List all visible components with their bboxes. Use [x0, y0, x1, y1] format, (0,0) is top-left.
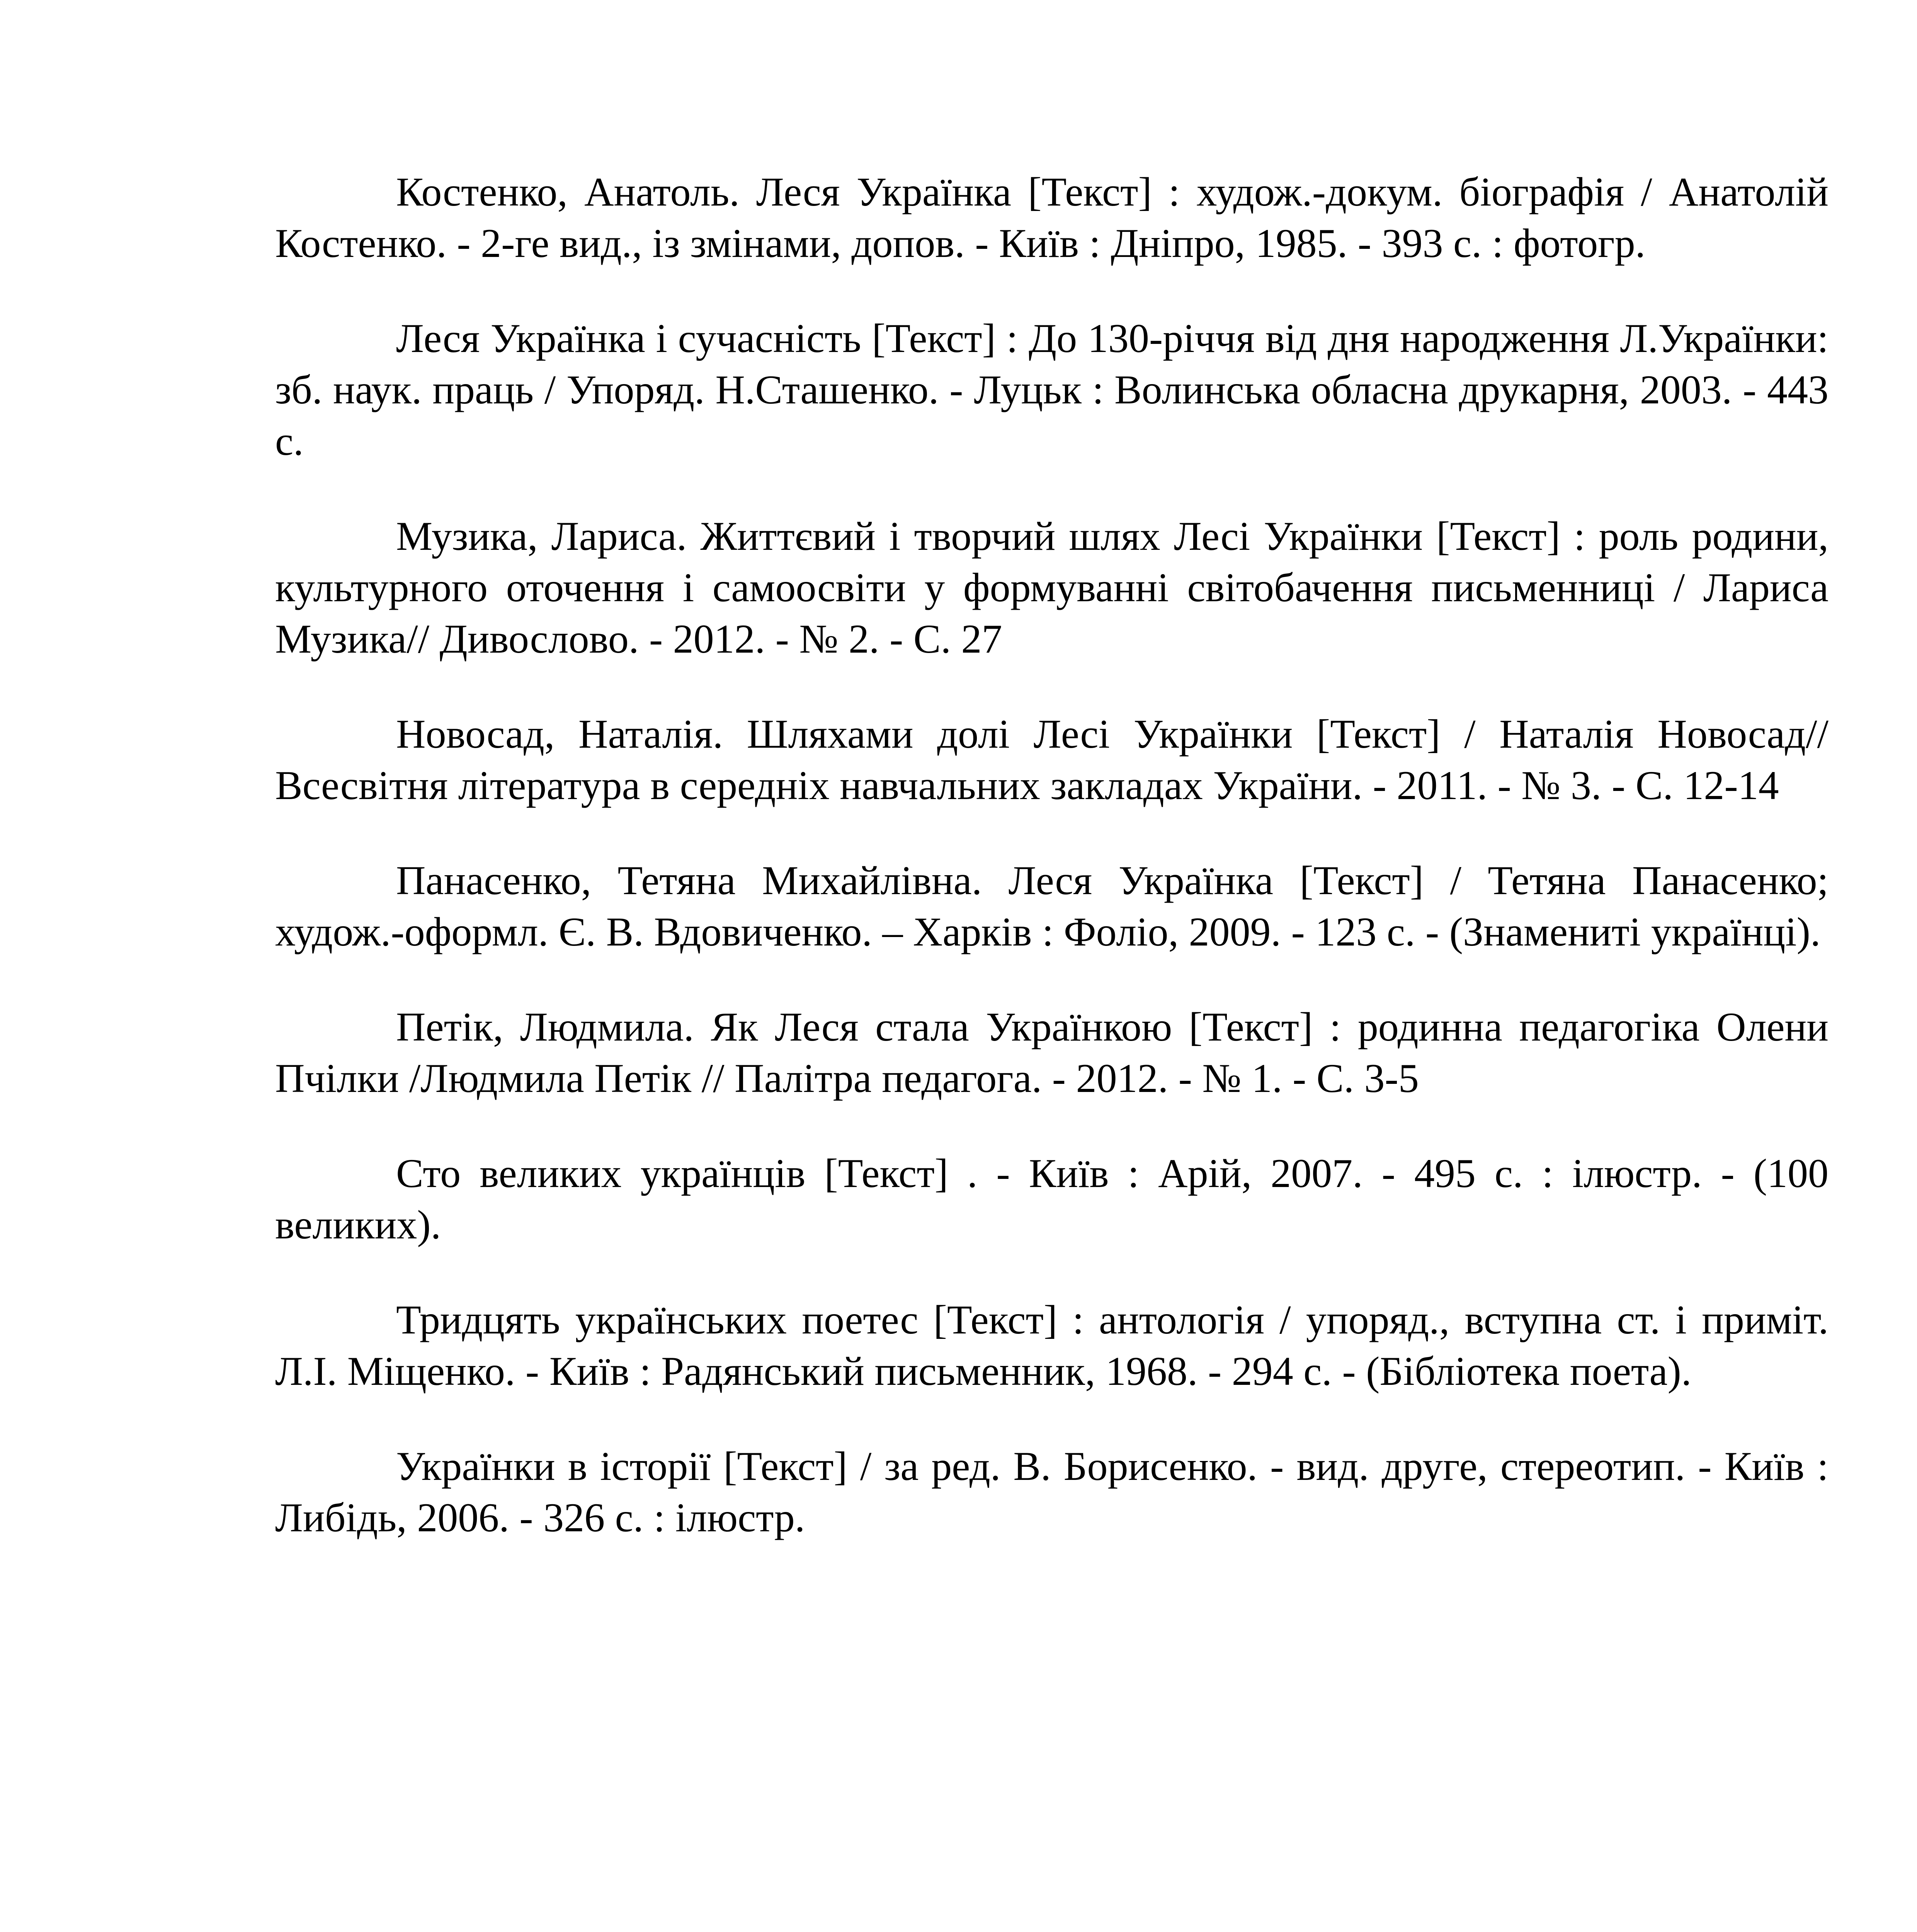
bibliography-entry-ukrainky-v-istorii: Українки в історії [Текст] / за ред. В. Борисенко. - вид. друге, стереотип. - Київ : Либідь, 2006. - 326 с. : ілюстр.	[275, 1444, 1829, 1540]
bibliography-entry-panasenko: Панасенко, Тетяна Михайлівна. Леся Українка [Текст] / Тетяна Панасенко; худож.-оформл. Є. В. Вдовиченко. – Харків : Фоліо, 2009. - 123 с. - (Знамениті українці).	[275, 858, 1829, 954]
bibliography-entry-trydtsiat-poetes: Тридцять українських поетес [Текст] : антологія / упоряд., вступна ст. і приміт. Л.І. Міщенко. - Київ : Радянський письменник, 1968. - 294 с. - (Бібліотека поета).	[275, 1297, 1829, 1394]
bibliography-list	[275, 166, 1829, 1587]
bibliography-entry-petik: Петік, Людмила. Як Леся стала Українкою [Текст] : родинна педагогіка Олени Пчілки /Людмила Петік // Палітра педагога. - 2012. - № 1. - С. 3-5	[275, 1004, 1829, 1101]
bibliography-entry-kostenko: Костенко, Анатоль. Леся Українка [Текст] : худож.-докум. біографія / Анатолій Костенко. - 2-ге вид., із змінами, допов. - Київ : Дніпро, 1985. - 393 с. : фотогр.	[275, 169, 1829, 266]
bibliography-entry-lesya-suchasnist: Леся Українка і сучасність [Текст] : До 130-річчя від дня народження Л.Українки: зб. наук. праць / Упоряд. Н.Сташенко. - Луцьк : Волинська обласна друкарня, 2003. - 443 с.	[275, 316, 1829, 464]
bibliography-entry-muzyka: Музика, Лариса. Життєвий і творчий шлях Лесі Українки [Текст] : роль родини, культурного оточення і самоосвіти у формуванні світобачення письменниці / Лариса Музика// Дивослово. - 2012. - № 2. - С. 27	[275, 514, 1829, 662]
bibliography-entry-novosad: Новосад, Наталія. Шляхами долі Лесі Українки [Текст] / Наталія Новосад// Всесвітня література в середніх навчальних закладах України. - 2011. - № 3. - С. 12-14	[275, 711, 1829, 808]
bibliography-entry-sto-velykykh: Сто великих українців [Текст] . - Київ : Арій, 2007. - 495 с. : ілюстр. - (100 великих).	[275, 1151, 1829, 1247]
